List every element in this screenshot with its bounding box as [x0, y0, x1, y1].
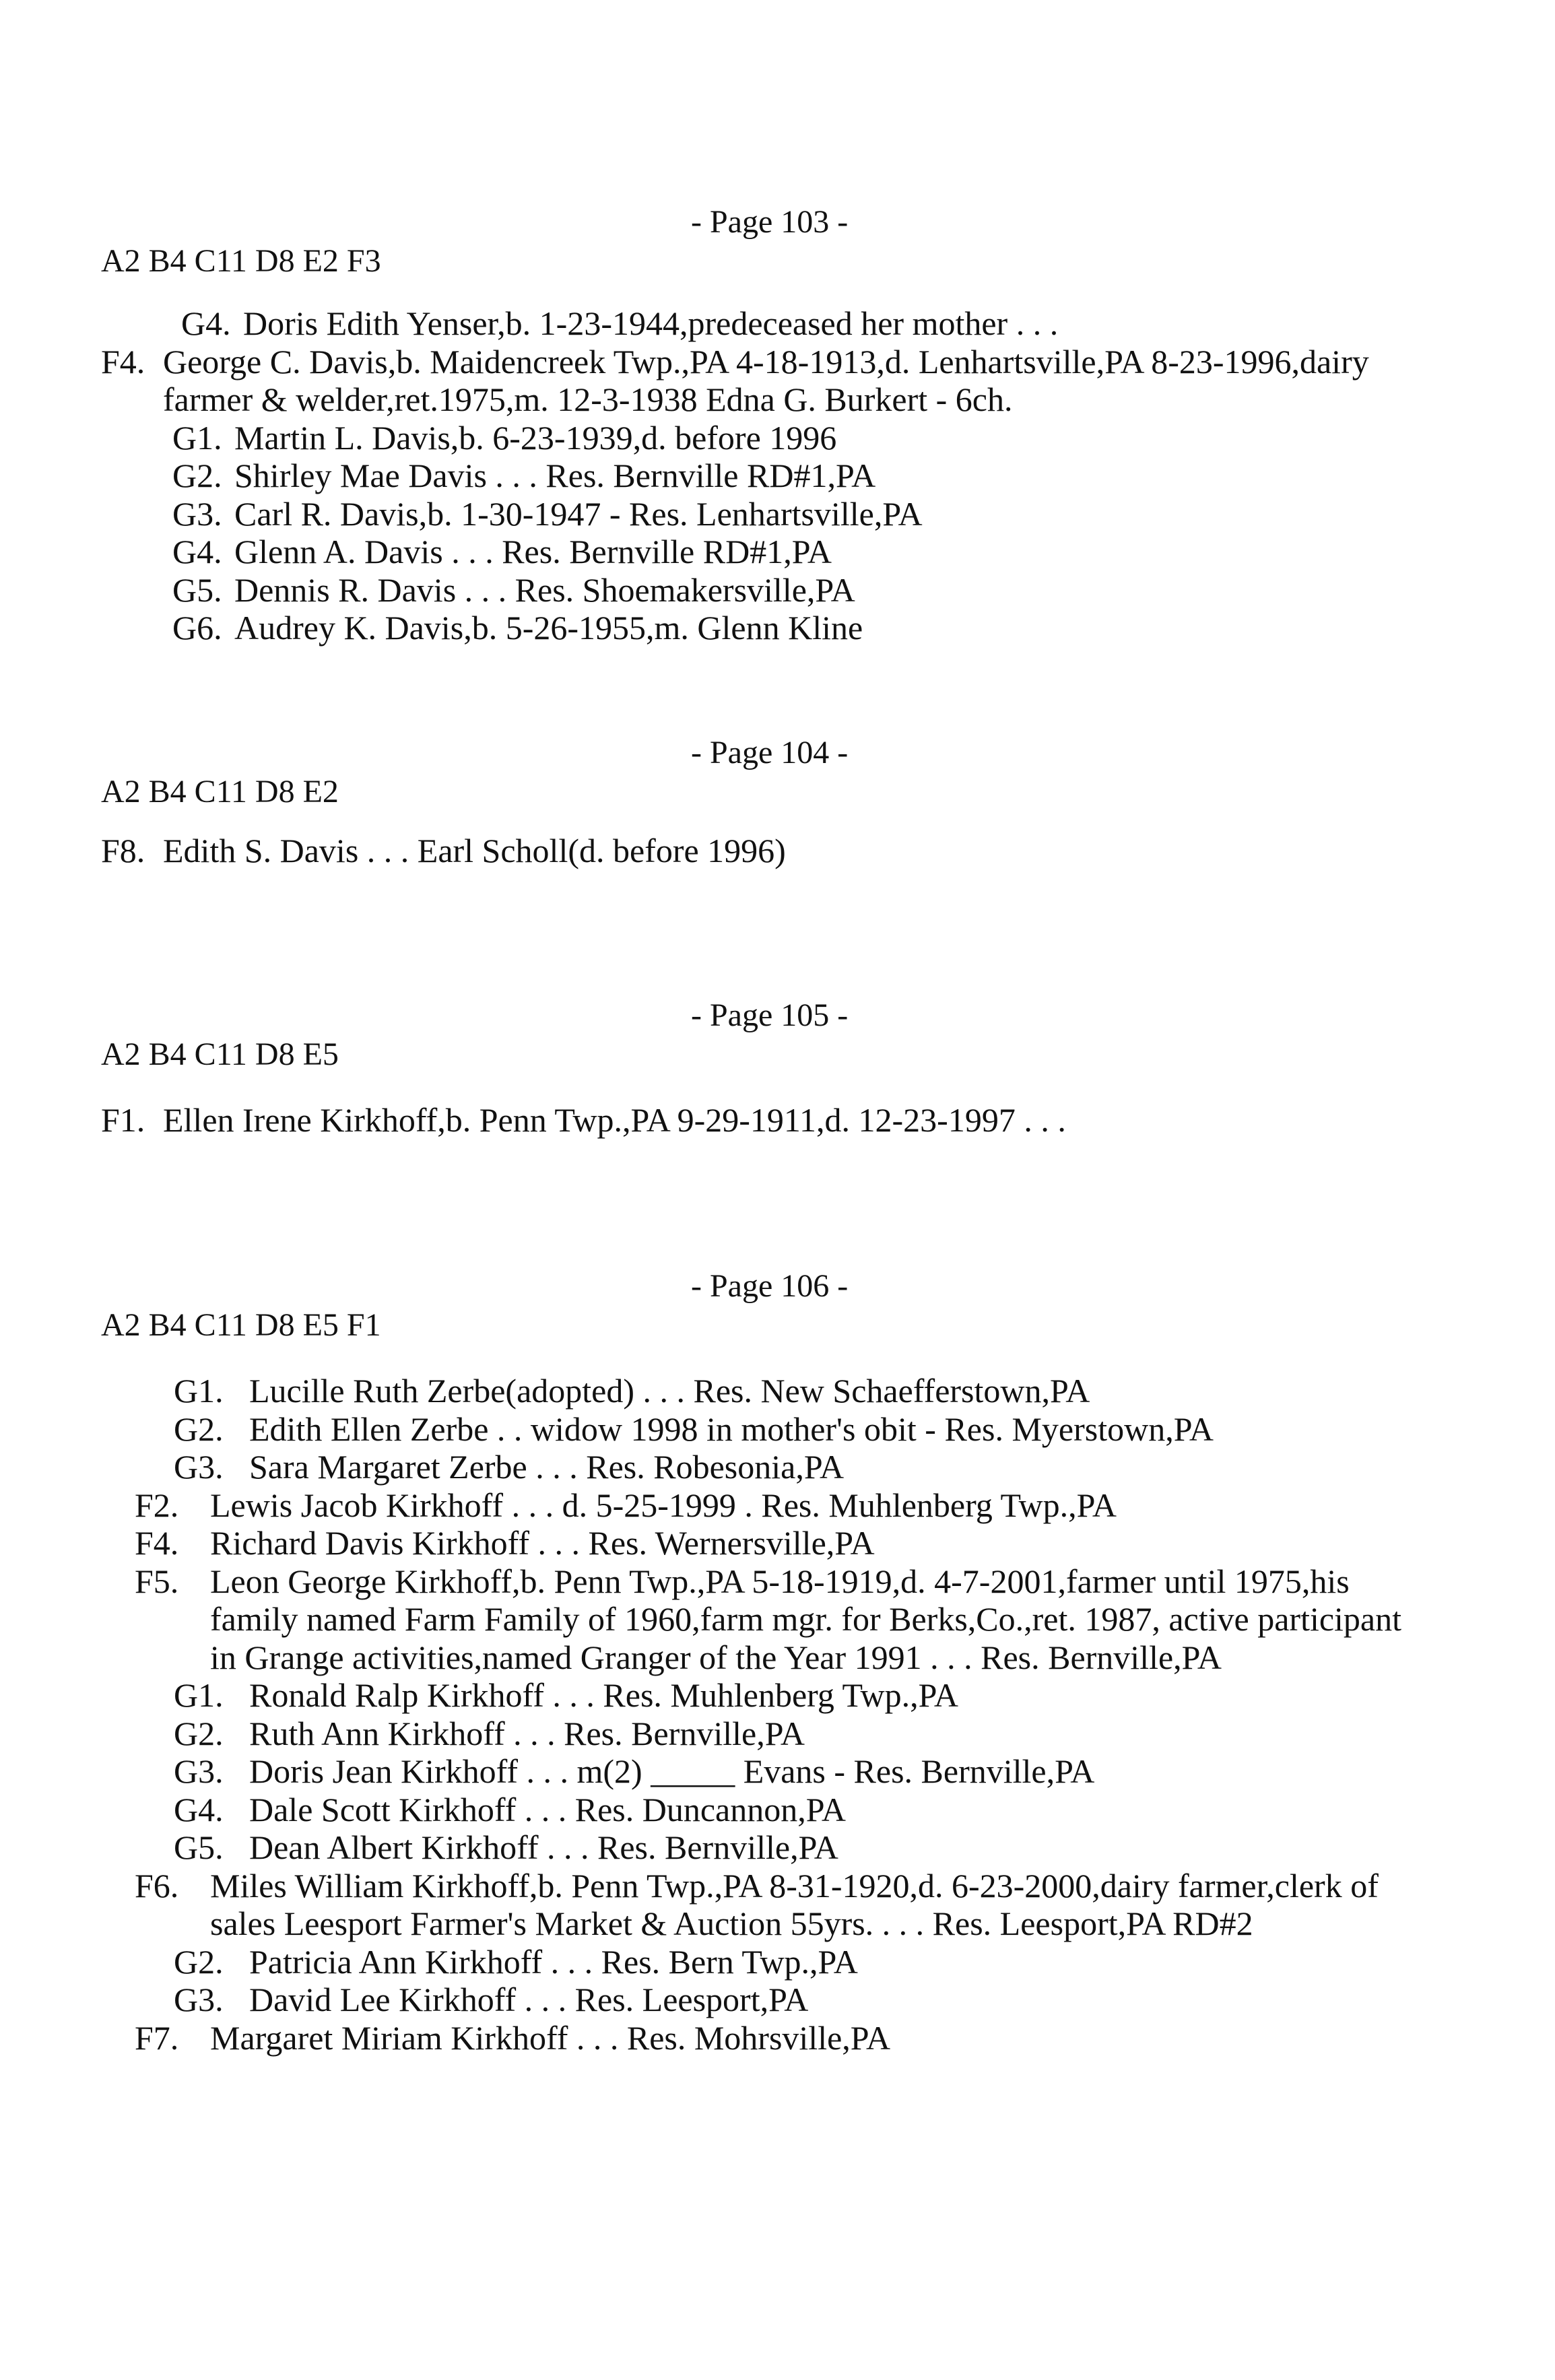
genealogy-entry: G5. Dean Albert Kirkhoff . . . Res. Bernville,PA	[174, 1828, 838, 1866]
genealogy-entry: G4. Dale Scott Kirkhoff . . . Res. Duncannon,PA	[174, 1790, 847, 1828]
genealogy-entry: G3. David Lee Kirkhoff . . . Res. Leesport,PA	[174, 1981, 809, 2018]
genealogy-entry: G4. Doris Edith Yenser,b. 1-23-1944,predeceased her mother . . .	[181, 304, 1059, 342]
genealogy-entry: G2. Ruth Ann Kirkhoff . . . Res. Bernville,PA	[174, 1714, 805, 1752]
genealogy-entry: G1. Ronald Ralp Kirkhoff . . . Res. Muhlenberg Twp.,PA	[174, 1676, 958, 1714]
section-page-103	[0, 203, 1555, 647]
section-header	[0, 997, 1555, 1104]
section-page-105	[0, 997, 1555, 1139]
genealogy-entry: G5. Dennis R. Davis . . . Res. Shoemakersville,PA	[172, 570, 855, 609]
entry-list	[0, 832, 1555, 870]
lineage-code: A2 B4 C11 D8 E5	[101, 1036, 339, 1072]
section-header	[0, 1267, 1555, 1375]
genealogy-entry: F5. Leon George Kirkhoff,b. Penn Twp.,PA 5-18-1919,d. 4-7-2001,farmer until 1975,his family named Farm Family of 1960,farm mgr. for Berks,Co.,ret. 1987, active participant in Grange activities,named Granger of the Year 1991 . . . Res. Bernville,PA	[135, 1562, 1410, 1676]
lineage-code: A2 B4 C11 D8 E2 F3	[101, 243, 381, 279]
entry-list	[0, 1372, 1555, 2057]
page-label: - Page 105 -	[691, 997, 849, 1033]
section-header	[0, 203, 1555, 311]
genealogy-entry: G6. Audrey K. Davis,b. 5-26-1955,m. Glenn Kline	[172, 609, 863, 647]
genealogy-entry: F8. Edith S. Davis . . . Earl Scholl(d. before 1996)	[101, 832, 786, 869]
entry-list	[0, 304, 1555, 647]
genealogy-entry: G3. Doris Jean Kirkhoff . . . m(2) _____ Evans - Res. Bernville,PA	[174, 1752, 1095, 1790]
genealogy-entry: G2. Shirley Mae Davis . . . Res. Bernville RD#1,PA	[172, 457, 876, 494]
genealogy-entry: F4. Richard Davis Kirkhoff . . . Res. Wernersville,PA	[135, 1524, 875, 1562]
genealogy-entry: G1. Lucille Ruth Zerbe(adopted) . . . Res. New Schaefferstown,PA	[174, 1372, 1090, 1410]
genealogy-entry: F2. Lewis Jacob Kirkhoff . . . d. 5-25-1999 . Res. Muhlenberg Twp.,PA	[135, 1486, 1117, 1524]
genealogy-entry: F4. George C. Davis,b. Maidencreek Twp.,PA 4-18-1913,d. Lenhartsville,PA 8-23-1996,dairy farmer & welder,ret.1975,m. 12-3-1938 Edna G. Burkert - 6ch.	[101, 342, 1378, 418]
genealogy-entry: F6. Miles William Kirkhoff,b. Penn Twp.,PA 8-31-1920,d. 6-23-2000,dairy farmer,clerk of sales Leesport Farmer's Market & Auction 55yrs. . . . Res. Leesport,PA RD#2	[135, 1866, 1387, 1942]
entry-list	[0, 1101, 1555, 1139]
section-header	[0, 734, 1555, 842]
genealogy-entry: G4. Glenn A. Davis . . . Res. Bernville RD#1,PA	[172, 533, 832, 570]
genealogy-entry: F1. Ellen Irene Kirkhoff,b. Penn Twp.,PA 9-29-1911,d. 12-23-1997 . . .	[101, 1101, 1066, 1139]
section-page-106	[0, 1267, 1555, 2057]
lineage-code: A2 B4 C11 D8 E2	[101, 774, 339, 809]
page-label: - Page 106 -	[691, 1268, 849, 1304]
genealogy-entry: G2. Edith Ellen Zerbe . . widow 1998 in mother's obit - Res. Myerstown,PA	[174, 1410, 1214, 1448]
section-page-104	[0, 734, 1555, 870]
genealogy-entry: G1. Martin L. Davis,b. 6-23-1939,d. before 1996	[172, 418, 837, 457]
lineage-code: A2 B4 C11 D8 E5 F1	[101, 1307, 381, 1343]
genealogy-entry: G3. Carl R. Davis,b. 1-30-1947 - Res. Lenhartsville,PA	[172, 494, 923, 533]
genealogy-entry: F7. Margaret Miriam Kirkhoff . . . Res. Mohrsville,PA	[135, 2018, 891, 2057]
genealogy-entry: G3. Sara Margaret Zerbe . . . Res. Robesonia,PA	[174, 1448, 845, 1486]
page-label: - Page 104 -	[691, 735, 849, 770]
genealogy-entry: G2. Patricia Ann Kirkhoff . . . Res. Bern Twp.,PA	[174, 1942, 858, 1981]
page-label: - Page 103 -	[691, 204, 849, 240]
